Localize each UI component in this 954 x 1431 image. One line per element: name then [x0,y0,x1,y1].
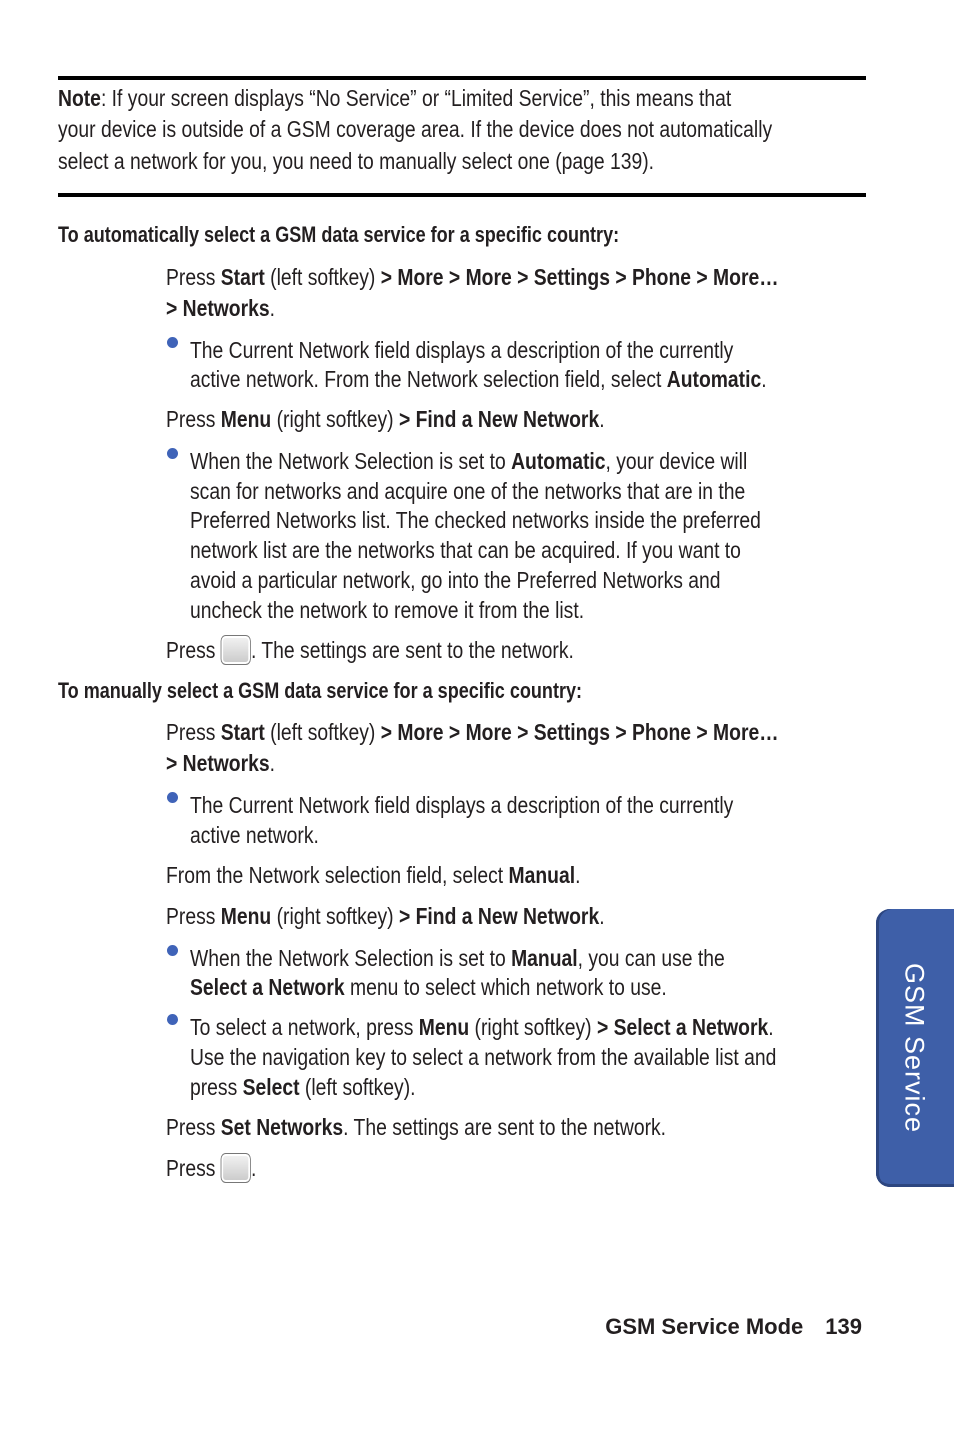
note-top-rule [58,76,866,80]
note-line-3: select a network for you, you need to manually select one (page 139). [58,148,655,174]
manual-step-1-line-1: Press Start (left softkey) > More > More > Settings > Phone > More… [166,719,779,745]
auto-bullet-2-line-3: Preferred Networks list. The checked networks inside the preferred [190,507,761,533]
auto-step-3: Press . The settings are sent to the network. [166,637,574,663]
manual-bullet-2-line-2: Select a Network menu to select which network to use. [190,974,667,1000]
auto-step-2: Press Menu (right softkey) > Find a New Network. [166,406,605,432]
manual-step-3: Press Menu (right softkey) > Find a New Network. [166,903,605,929]
softkey-button-icon [221,635,251,665]
manual-step-4: Press Set Networks. The settings are sent to the network. [166,1114,667,1140]
note-line-1: Note: If your screen displays “No Service” or “Limited Service”, this means that [58,85,732,111]
auto-bullet-2-line-2: scan for networks and acquire one of the networks that are in the [190,478,746,504]
manual-step-1-line-2: > Networks. [166,750,275,776]
auto-bullet-2-line-4: network list are the networks that can be acquired. If you want to [190,537,741,563]
softkey-button-icon [221,1153,251,1183]
page-footer [605,1314,862,1340]
manual-bullet-3-line-3: press Select (left softkey). [190,1074,416,1100]
bullet-icon [167,792,178,803]
auto-heading: To automatically select a GSM data service for a specific country: [58,222,620,247]
auto-step-1-line-2: > Networks. [166,295,275,321]
manual-step-5: Press . [166,1155,257,1181]
bullet-icon [167,1014,178,1025]
note-bottom-rule [58,193,866,197]
bullet-icon [167,448,178,459]
bullet-icon [167,945,178,956]
manual-bullet-1-line-2: active network. [190,822,319,848]
auto-bullet-1-line-2: active network. From the Network selection field, select Automatic. [190,366,767,392]
bullet-icon [167,337,178,348]
manual-bullet-1-line-1: The Current Network field displays a description of the currently [190,792,734,818]
note-line-2: your device is outside of a GSM coverage area. If the device does not automatically [58,116,773,142]
manual-bullet-2-line-1: When the Network Selection is set to Manual, you can use the [190,945,725,971]
auto-bullet-2-line-5: avoid a particular network, go into the Preferred Networks and [190,567,721,593]
section-tab-label: GSM Service [899,962,930,1134]
footer-section: GSM Service Mode [605,1314,804,1339]
auto-bullet-1-line-1: The Current Network field displays a description of the currently [190,337,734,363]
auto-bullet-2-line-6: uncheck the network to remove it from the list. [190,597,585,623]
page-number: 139 [825,1314,862,1339]
manual-step-2: From the Network selection field, select Manual. [166,862,581,888]
manual-bullet-3-line-1: To select a network, press Menu (right softkey) > Select a Network. [190,1014,774,1040]
manual-bullet-3-line-2: Use the navigation key to select a network from the available list and [190,1044,777,1070]
auto-step-1-line-1: Press Start (left softkey) > More > More > Settings > Phone > More… [166,264,779,290]
note-label: Note [58,85,101,111]
manual-heading: To manually select a GSM data service for a specific country: [58,678,583,703]
auto-bullet-2-line-1: When the Network Selection is set to Automatic, your device will [190,448,748,474]
